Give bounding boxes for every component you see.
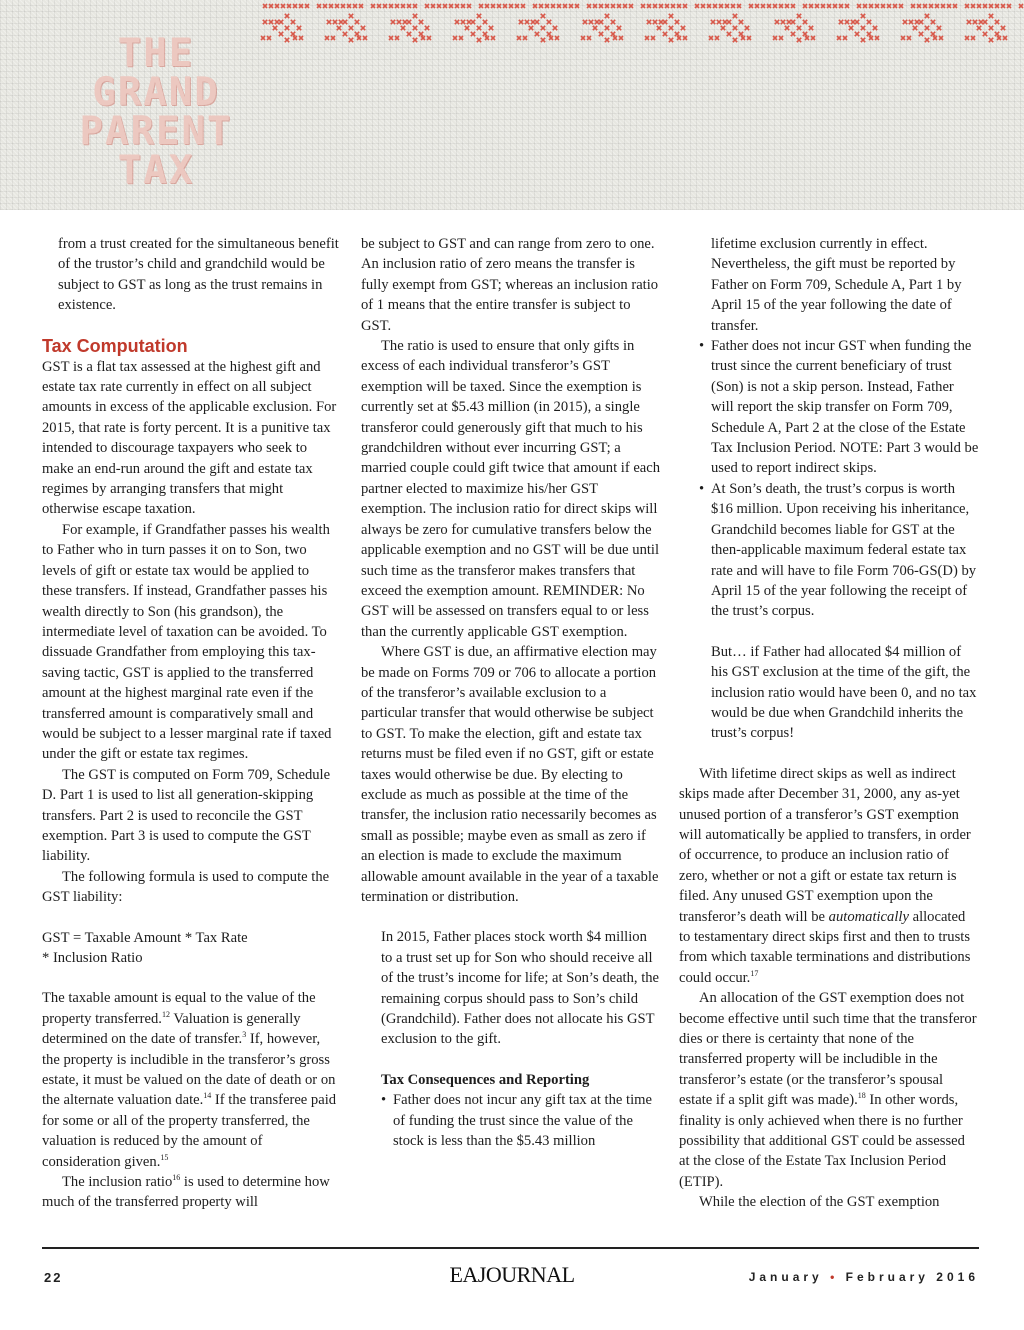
- example-paragraph: In 2015, Father places stock worth $4 million to a trust set up for Son who should receive all of the trust’s income for life; at Son’s death, the remaining corpus should pass to Son’s child (Grandchild). Father does not allocate his GST exclusion to the gift.: [381, 929, 660, 1048]
- issue-month: January: [748, 1270, 823, 1284]
- body-paragraph: For example, if Grandfather passes his wealth to Father who in turn passes it on to Son, two levels of gift or estate tax would be applied to these transfers. If instead, Grandfather passes his wealth directly to Son (his grandson), the intermediate level of taxation can be avoided. To dissuade Grandfather from employing this tax-saving tactic, GST is applied to the transferred amount at the highest marginal rate even if the transferred amount is comparatively small and would be subject to a lesser marginal rate if taxed under the gift or estate tax regimes.: [42, 521, 332, 763]
- footnote-ref: 16: [172, 1173, 181, 1183]
- formula-line: * Inclusion Ratio: [42, 950, 143, 966]
- cross-stitch-border: [255, 0, 1024, 48]
- text-run: In other words, finality is only achieved when there is no further possibility that additional GST could be assessed at the close of the Estate Tax Inclusion Period (ETIP).: [679, 1092, 965, 1190]
- text-run: An allocation of the GST exemption does not become effective until such time that the transferor dies or there is certainty that none of the transferred property will be includible in the transferor’s estate (or the transferor’s spousal estate if a split gift was made).: [679, 990, 977, 1109]
- text-run: is used to determine how much of the transferred property will: [42, 1174, 330, 1211]
- body-paragraph: While the election of the GST exemption: [699, 1194, 940, 1211]
- date-separator: •: [830, 1270, 839, 1284]
- body-paragraph: [679, 764, 979, 988]
- section-heading-tax-computation: Tax Computation: [42, 335, 188, 356]
- bullet-item: • Father does not incur any gift tax at the time of funding the trust since the value of the stock is less than the $5.43 million: [381, 1090, 661, 1151]
- subheading-tax-consequences: Tax Consequences and Reporting: [381, 1071, 590, 1088]
- banner-title-line: PARENT: [79, 109, 233, 154]
- body-paragraph: [42, 988, 340, 1172]
- text-run: The inclusion ratio: [62, 1174, 173, 1191]
- formula-line: GST = Taxable Amount * Tax Rate: [42, 929, 248, 946]
- page-number: 22: [44, 1270, 63, 1285]
- issue-date: [749, 1270, 979, 1284]
- body-paragraph: [42, 1172, 340, 1213]
- callout-paragraph: But… if Father had allocated $4 million of his GST exclusion at the time of the gift, the inclusion ratio would have been 0, and no tax would be due when Grandchild inherits the trust’s corpus!: [711, 643, 977, 742]
- body-paragraph: Where GST is due, an affirmative election may be made on Forms 709 or 706 to allocate a portion of the transferor’s available exclusion to a particular transfer that would otherwise be subject to GST. To make the election, gift and estate tax returns must be filed even if no GST, gift or estate taxes would otherwise be due. By electing to exclude as much as possible at the time of the transfer, the inclusion ratio necessarily becomes as small as possible; maybe even as small as zero if an election is made to exclude the maximum allowable amount available in the year of a taxable termination or distribution.: [361, 644, 659, 905]
- body-paragraph: be subject to GST and can range from zero to one. An inclusion ratio of zero means the transfer is fully exempt from GST; whereas an inclusion ratio of 1 means that the entire transfer is subject to GST.: [361, 236, 659, 334]
- issue-month-year: February 2016: [845, 1270, 979, 1284]
- footnote-ref: 18: [857, 1091, 866, 1101]
- column-left: [42, 234, 340, 1213]
- footnote-ref: 17: [750, 968, 759, 978]
- bullet-continuation: lifetime exclusion currently in effect. Nevertheless, the gift must be reported by Father on Form 709, Schedule A, Part 1 by April 15 of the year following the date of transfer.: [711, 236, 962, 334]
- body-paragraph: The GST is computed on Form 709, Schedule D. Part 1 is used to list all generation-skipping transfers. Part 2 is used to reconcile the GST exemption. Part 3 is used to compute the GST liability.: [42, 766, 331, 865]
- example-sidebar: [361, 927, 661, 1151]
- intro-paragraph: from a trust created for the simultaneous benefit of the trustor’s child and grandchild would be subject to GST as long as the trust remains in existence.: [58, 236, 339, 314]
- text-run: Valuation is generally determined on the date of transfer.: [42, 1010, 301, 1048]
- emphasis-text: automatically: [828, 908, 909, 925]
- footnote-ref: 12: [161, 1009, 170, 1019]
- body-paragraph: The ratio is used to ensure that only gifts in excess of each individual transferor’s GST exemption will be taxed. Since the exemption is currently set at $5.43 million (in 2015), a single transferor could generously gift that much to his grandchildren without ever incurring GST; a married couple could gift twice that amount if each partner elected to maximize his/her GST exemption. The inclusion ratio for direct skips will always be zero for cumulative transfers below the applicable exemption and no GST will be due until such time as the transferor makes transfers that exceed the exemption amount. REMINDER: No GST will be assessed on transfers equal to or less than the currently applicable GST exemption.: [361, 338, 661, 640]
- body-paragraph: The following formula is used to compute the GST liability:: [42, 868, 330, 906]
- text-run: If, however, the property is includible in the transferor’s gross estate, it must be valued on the date of death or on the alternate valuation date.: [42, 1031, 336, 1109]
- text-run: If the transferee paid for some or all of the property transferred, the valuation is reduced by the amount of consideration given.: [42, 1092, 337, 1170]
- bullet-item: • At Son’s death, the trust’s corpus is worth $16 million. Upon receiving his inheritance, Grandchild becomes liable for GST at the then-applicable maximum federal estate tax rate and will have to file Form 706-GS(D) by April 15 of the year following the receipt of the trust’s corpus.: [699, 479, 979, 622]
- header-banner: [0, 0, 1024, 210]
- banner-title-line: THE: [117, 31, 195, 76]
- text-run: allocated to testamentary direct skips first and then to trusts from which taxable terminations and distributions could occur.: [679, 908, 971, 986]
- column-right: [679, 234, 979, 1213]
- banner-title: [56, 31, 256, 193]
- text-run: The taxable amount is equal to the value of the property transferred.: [42, 990, 316, 1027]
- bullet-item: • Father does not incur GST when funding the trust since the current beneficiary of trust (Son) is not a skip person. Instead, Father will report the skip transfer on Form 709, Schedule A, Part 2 at the close of the Estate Tax Inclusion Period. NOTE: Part 3 would be used to report indirect skips.: [699, 336, 979, 479]
- footnote-ref: 3: [242, 1030, 247, 1040]
- banner-title-line: TAX: [117, 148, 195, 193]
- footer-rule: [42, 1247, 979, 1249]
- footnote-ref: 15: [160, 1152, 169, 1162]
- body-paragraph: [679, 988, 979, 1192]
- body-paragraph: GST is a flat tax assessed at the highest gift and estate tax rate currently in effect on all subject amounts in excess of the applicable exclusion. For 2015, that rate is forty percent. It is a punitive tax intended to discourage taxpayers who seek to make an end-run around the gift and estate tax regimes by arranging transfers that might otherwise escape taxation.: [42, 358, 337, 518]
- footnote-ref: 14: [203, 1091, 212, 1101]
- column-middle: [361, 234, 661, 1151]
- text-run: With lifetime direct skips as well as indirect skips made after December 31, 2000, any as-yet unused portion of a transferor’s GST exemption will automatically be applied to transfers, in order of occurrence, to produce an inclusion ratio of zero, whether or not a gift or estate tax return is filed. Any unused GST exemption upon the transferor’s death will be: [679, 765, 971, 925]
- journal-logo: EAJOURNAL: [449, 1262, 575, 1287]
- example-sidebar-continued: [679, 234, 979, 744]
- banner-title-line: GRAND: [92, 70, 220, 115]
